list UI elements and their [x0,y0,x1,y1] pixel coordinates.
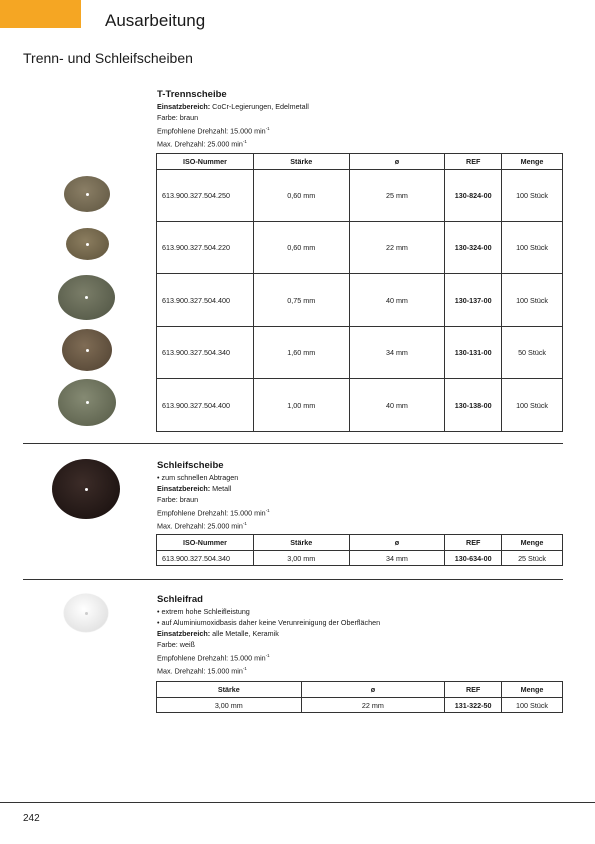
disc-image-40mm-b [58,379,116,426]
t-trennscheibe-info [157,88,309,150]
table-row: 613.900.327.504.400 1,00 mm 40 mm 130-138-00 100 Stück [157,379,563,432]
col-staerke: Stärke [253,535,349,551]
t-trennscheibe-table [156,153,563,432]
bullet: • auf Aluminiumoxidbasis daher keine Verunreinigung der Oberflächen [157,618,381,627]
drehzahl-empfohlen: Empfohlene Drehzahl: 15.000 $\min^{-1}$ [157,508,270,518]
header-accent-bar [0,0,81,28]
col-iso: ISO-Nummer [157,535,254,551]
bullet: • extrem hohe Schleifleistung [157,607,250,616]
col-durchmesser: ø [349,154,445,170]
disc-image-22mm [66,228,109,260]
drehzahl-max: Max. Drehzahl: 25.000 $\min^{-1}$ [157,521,247,531]
product-name: T-Trennscheibe [157,89,227,100]
disc-image-25mm [64,176,110,212]
table-row: 613.900.327.504.340 1,60 mm 34 mm 130-131-00 50 Stück [157,327,563,379]
farbe: Farbe: weiß [157,640,195,649]
page-header-title: Ausarbeitung [105,11,206,30]
schleifscheibe-table [156,534,563,566]
schleifscheibe-image [52,459,120,519]
schleifscheibe-info [157,459,270,532]
col-menge: Menge [502,154,563,170]
table-row: 613.900.327.504.220 0,60 mm 22 mm 130-324-00 100 Stück [157,222,563,274]
footer-divider [0,802,595,803]
einsatzbereich: Einsatzbereich: CoCr-Legierungen, Edelmetall [157,102,309,111]
drehzahl-empfohlen: Empfohlene Drehzahl: 15.000 $\min^{-1}$ [157,653,270,663]
bullet: • zum schnellen Abtragen [157,473,239,482]
col-ref: REF [445,535,502,551]
farbe: Farbe: braun [157,495,199,504]
product-name: Schleifscheibe [157,460,224,471]
section-title: Trenn- und Schleifscheiben [23,50,193,66]
table-row: 3,00 mm 22 mm 131-322-50 100 Stück [157,698,563,713]
disc-image-40mm [58,275,115,320]
drehzahl-max: Max. Drehzahl: 25.000 $\min^{-1}$ [157,139,247,149]
farbe: Farbe: braun [157,113,199,122]
table-row: 613.900.327.504.340 3,00 mm 34 mm 130-634-00 25 Stück [157,551,563,566]
drehzahl-max: Max. Drehzahl: 15.000 $\min^{-1}$ [157,666,247,676]
col-durchmesser: ø [349,535,445,551]
col-ref: REF [445,154,502,170]
col-menge: Menge [502,682,563,698]
col-iso: ISO-Nummer [157,154,254,170]
col-staerke: Stärke [253,154,349,170]
table-row: 613.900.327.504.400 0,75 mm 40 mm 130-137-00 100 Stück [157,274,563,327]
schleifrad-info [157,593,380,677]
schleifrad-image [64,594,108,632]
table-row: 613.900.327.504.250 0,60 mm 25 mm 130-824-00 100 Stück [157,170,563,222]
einsatzbereich: Einsatzbereich: Metall [157,484,232,493]
col-menge: Menge [502,535,563,551]
schleifrad-table [156,681,563,713]
page-number: 242 [23,813,40,824]
drehzahl-empfohlen: Empfohlene Drehzahl: 15.000 $\min^{-1}$ [157,126,270,136]
einsatzbereich: Einsatzbereich: alle Metalle, Keramik [157,629,279,638]
section-divider [23,443,563,444]
col-ref: REF [445,682,502,698]
product-name: Schleifrad [157,594,203,605]
col-staerke: Stärke [157,682,302,698]
disc-image-34mm [62,329,112,371]
col-durchmesser: ø [301,682,445,698]
section-divider [23,579,563,580]
